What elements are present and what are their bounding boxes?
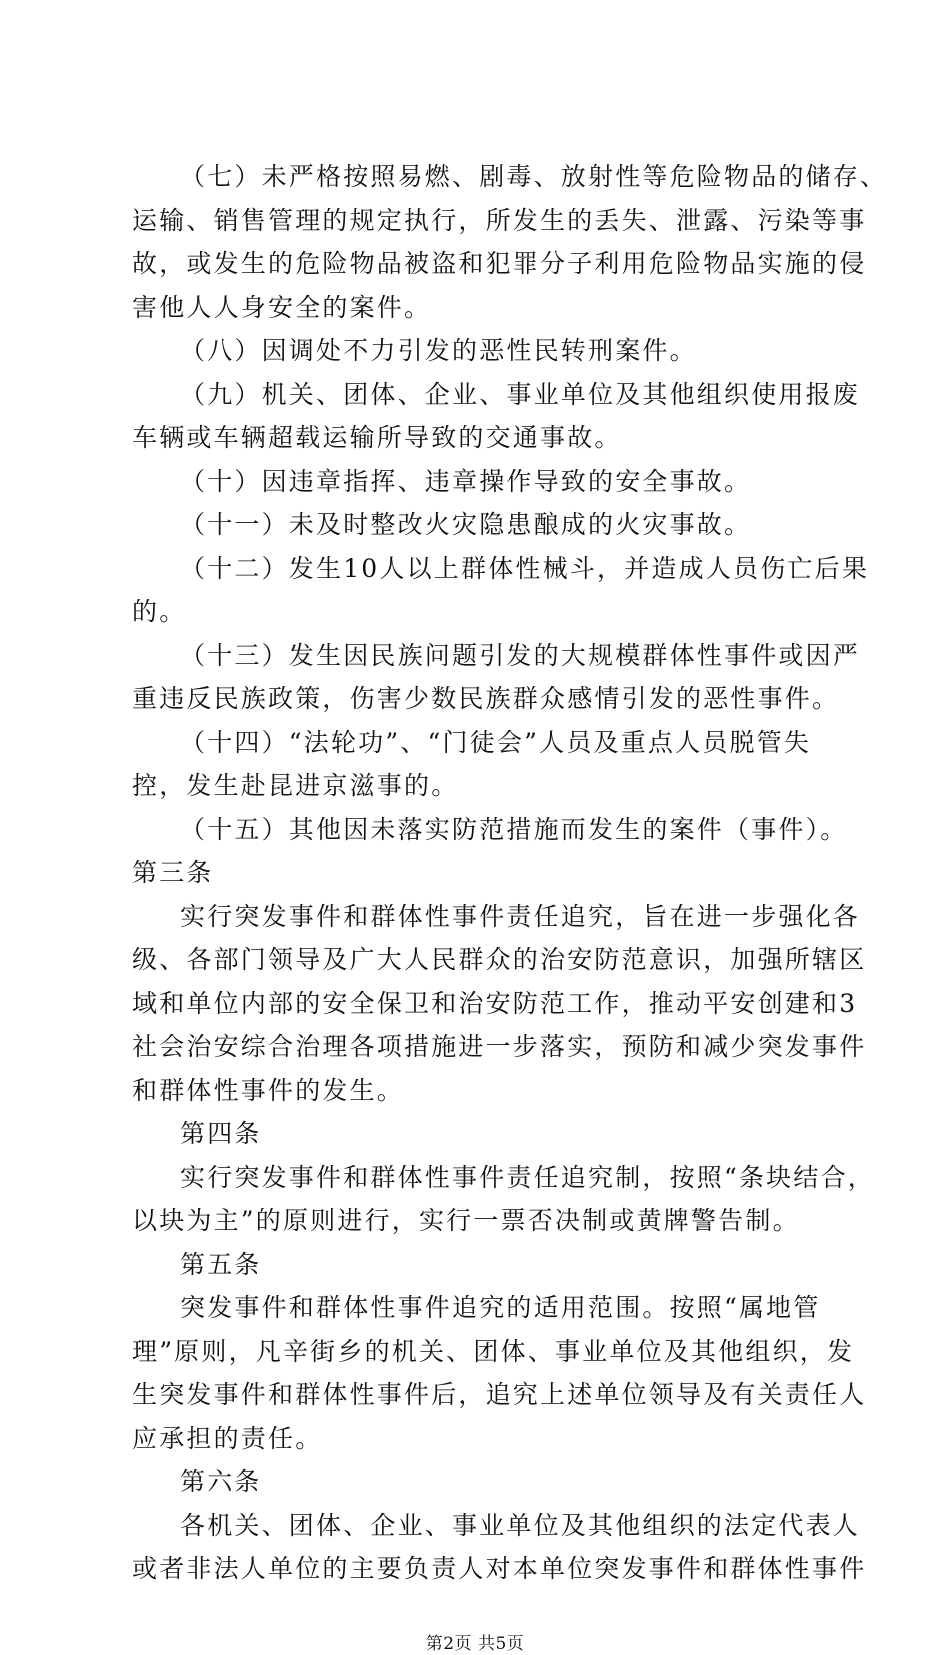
text-line: 域和单位内部的安全保卫和治安防范工作，推动平安创建和3 (132, 989, 858, 1018)
text-line: 或者非法人单位的主要负责人对本单位突发事件和群体性事件 (132, 1554, 867, 1583)
text-line: （十二）发生10人以上群体性械斗，并造成人员伤亡后果 (180, 554, 870, 583)
section-heading: 第六条 (180, 1467, 262, 1496)
text-line: 各机关、团体、企业、事业单位及其他组织的法定代表人 (180, 1511, 861, 1540)
text-line: 车辆或车辆超载运输所导致的交通事故。 (132, 423, 622, 452)
text-line: 实行突发事件和群体性事件责任追究，旨在进一步强化各 (180, 902, 861, 931)
section-heading: 第三条 (132, 858, 214, 887)
text-line: 运输、销售管理的规定执行，所发生的丢失、泄露、污染等事 (132, 206, 867, 235)
text-line: 突发事件和群体性事件追究的适用范围。按照“属地管 (180, 1293, 821, 1322)
text-line: 理”原则，凡辛街乡的机关、团体、事业单位及其他组织，发 (132, 1337, 855, 1366)
text-line: 社会治安综合治理各项措施进一步落实，预防和减少突发事件 (132, 1032, 867, 1061)
section-heading: 第四条 (180, 1119, 262, 1148)
text-line: （十三）发生因民族问题引发的大规模群体性事件或因严 (180, 641, 861, 670)
text-line: 级、各部门领导及广大人民群众的治安防范意识，加强所辖区 (132, 945, 867, 974)
text-line: （十一）未及时整改火灾隐患酿成的火灾事故。 (180, 510, 752, 539)
text-line: 应承担的责任。 (132, 1424, 323, 1453)
text-line: （八）因调处不力引发的恶性民转刑案件。 (180, 336, 697, 365)
text-line: 控，发生赴昆进京滋事的。 (132, 771, 459, 800)
text-line: 故，或发生的危险物品被盗和犯罪分子利用危险物品实施的侵 (132, 249, 867, 278)
page-footer: 第2页 共5页 (425, 1634, 525, 1654)
text-line: 和群体性事件的发生。 (132, 1076, 405, 1105)
text-line: 以块为主”的原则进行，实行一票否决制或黄牌警告制。 (132, 1206, 800, 1235)
text-line: 生突发事件和群体性事件后，追究上述单位领导及有关责任人 (132, 1380, 867, 1409)
text-line: （七）未严格按照易燃、剧毒、放射性等危险物品的储存、 (180, 162, 888, 191)
text-line: （九）机关、团体、企业、事业单位及其他组织使用报废 (180, 380, 861, 409)
section-heading: 第五条 (180, 1250, 262, 1279)
text-line: （十五）其他因未落实防范措施而发生的案件（事件）。 (180, 815, 848, 844)
text-line: （十四）“法轮功”、“门徒会”人员及重点人员脱管失 (180, 728, 812, 757)
text-line: （十）因违章指挥、违章操作导致的安全事故。 (180, 467, 752, 496)
text-line: 重违反民族政策，伤害少数民族群众感情引发的恶性事件。 (132, 684, 840, 713)
text-line: 实行突发事件和群体性事件责任追究制，按照“条块结合， (180, 1163, 875, 1192)
text-line: 害他人人身安全的案件。 (132, 293, 432, 322)
text-line: 的。 (132, 597, 187, 626)
